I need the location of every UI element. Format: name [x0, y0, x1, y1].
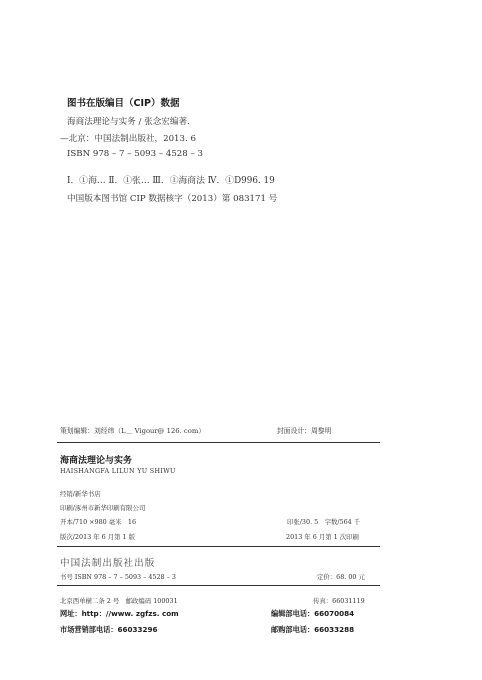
edition: 版次/2013 年 6 月第 1 版	[60, 533, 136, 541]
editorial-phone: 编辑部电话：66070084	[271, 609, 355, 618]
divider-middle	[57, 546, 380, 547]
cover-designer: 封面设计：周黎明	[277, 427, 332, 435]
book-format: 开本/710 ×980 毫米 16	[60, 518, 137, 526]
website: 网址：http：//www. zgfzs. com	[60, 609, 179, 618]
cip-record-number: 中国版本图书馆 CIP 数据核字（2013）第 083171 号	[67, 194, 278, 204]
distributor: 经销/新华书店	[60, 490, 101, 498]
book-title: 海商法理论与实务	[60, 456, 133, 466]
planning-editor: 策划编辑：刘经纬（L＿ Vigour@ 126. com）	[60, 427, 206, 435]
divider-top	[57, 442, 380, 443]
price: 定价：68. 00 元	[317, 573, 365, 581]
sheets-and-words: 印张/30. 5 字数/564 千	[287, 518, 361, 526]
cip-classification: Ⅰ．①海… Ⅱ．①张… Ⅲ．①海商法 Ⅳ．①D996. 19	[67, 176, 275, 186]
fax: 传真：66031119	[313, 597, 365, 605]
publisher-address: 北京西单横二条 2 号 邮政编码 100031	[60, 597, 178, 605]
mail-order-phone: 邮购部电话：66033288	[271, 625, 355, 634]
divider-bottom	[57, 585, 380, 586]
cip-title-line: 海商法理论与实务 / 张念宏编著．	[67, 117, 196, 127]
cip-publisher-line: —北京：中国法制出版社，2013. 6	[60, 134, 196, 144]
printer: 印刷/涿州市新华印刷有限公司	[60, 504, 146, 512]
printing: 2013 年 6 月第 1 次印刷	[286, 533, 359, 541]
book-title-pinyin: HAISHANGFA LILUN YU SHIWU	[60, 467, 176, 475]
publisher-name: 中国法制出版社出版	[60, 558, 156, 569]
cip-heading: 图书在版编目（CIP）数据	[67, 98, 180, 109]
marketing-phone: 市场营销部电话：66033296	[60, 625, 158, 634]
cip-isbn-line: ISBN 978 – 7 – 5093 – 4528 – 3	[67, 149, 203, 159]
isbn: 书号 ISBN 978 – 7 – 5093 – 4528 – 3	[60, 573, 176, 581]
